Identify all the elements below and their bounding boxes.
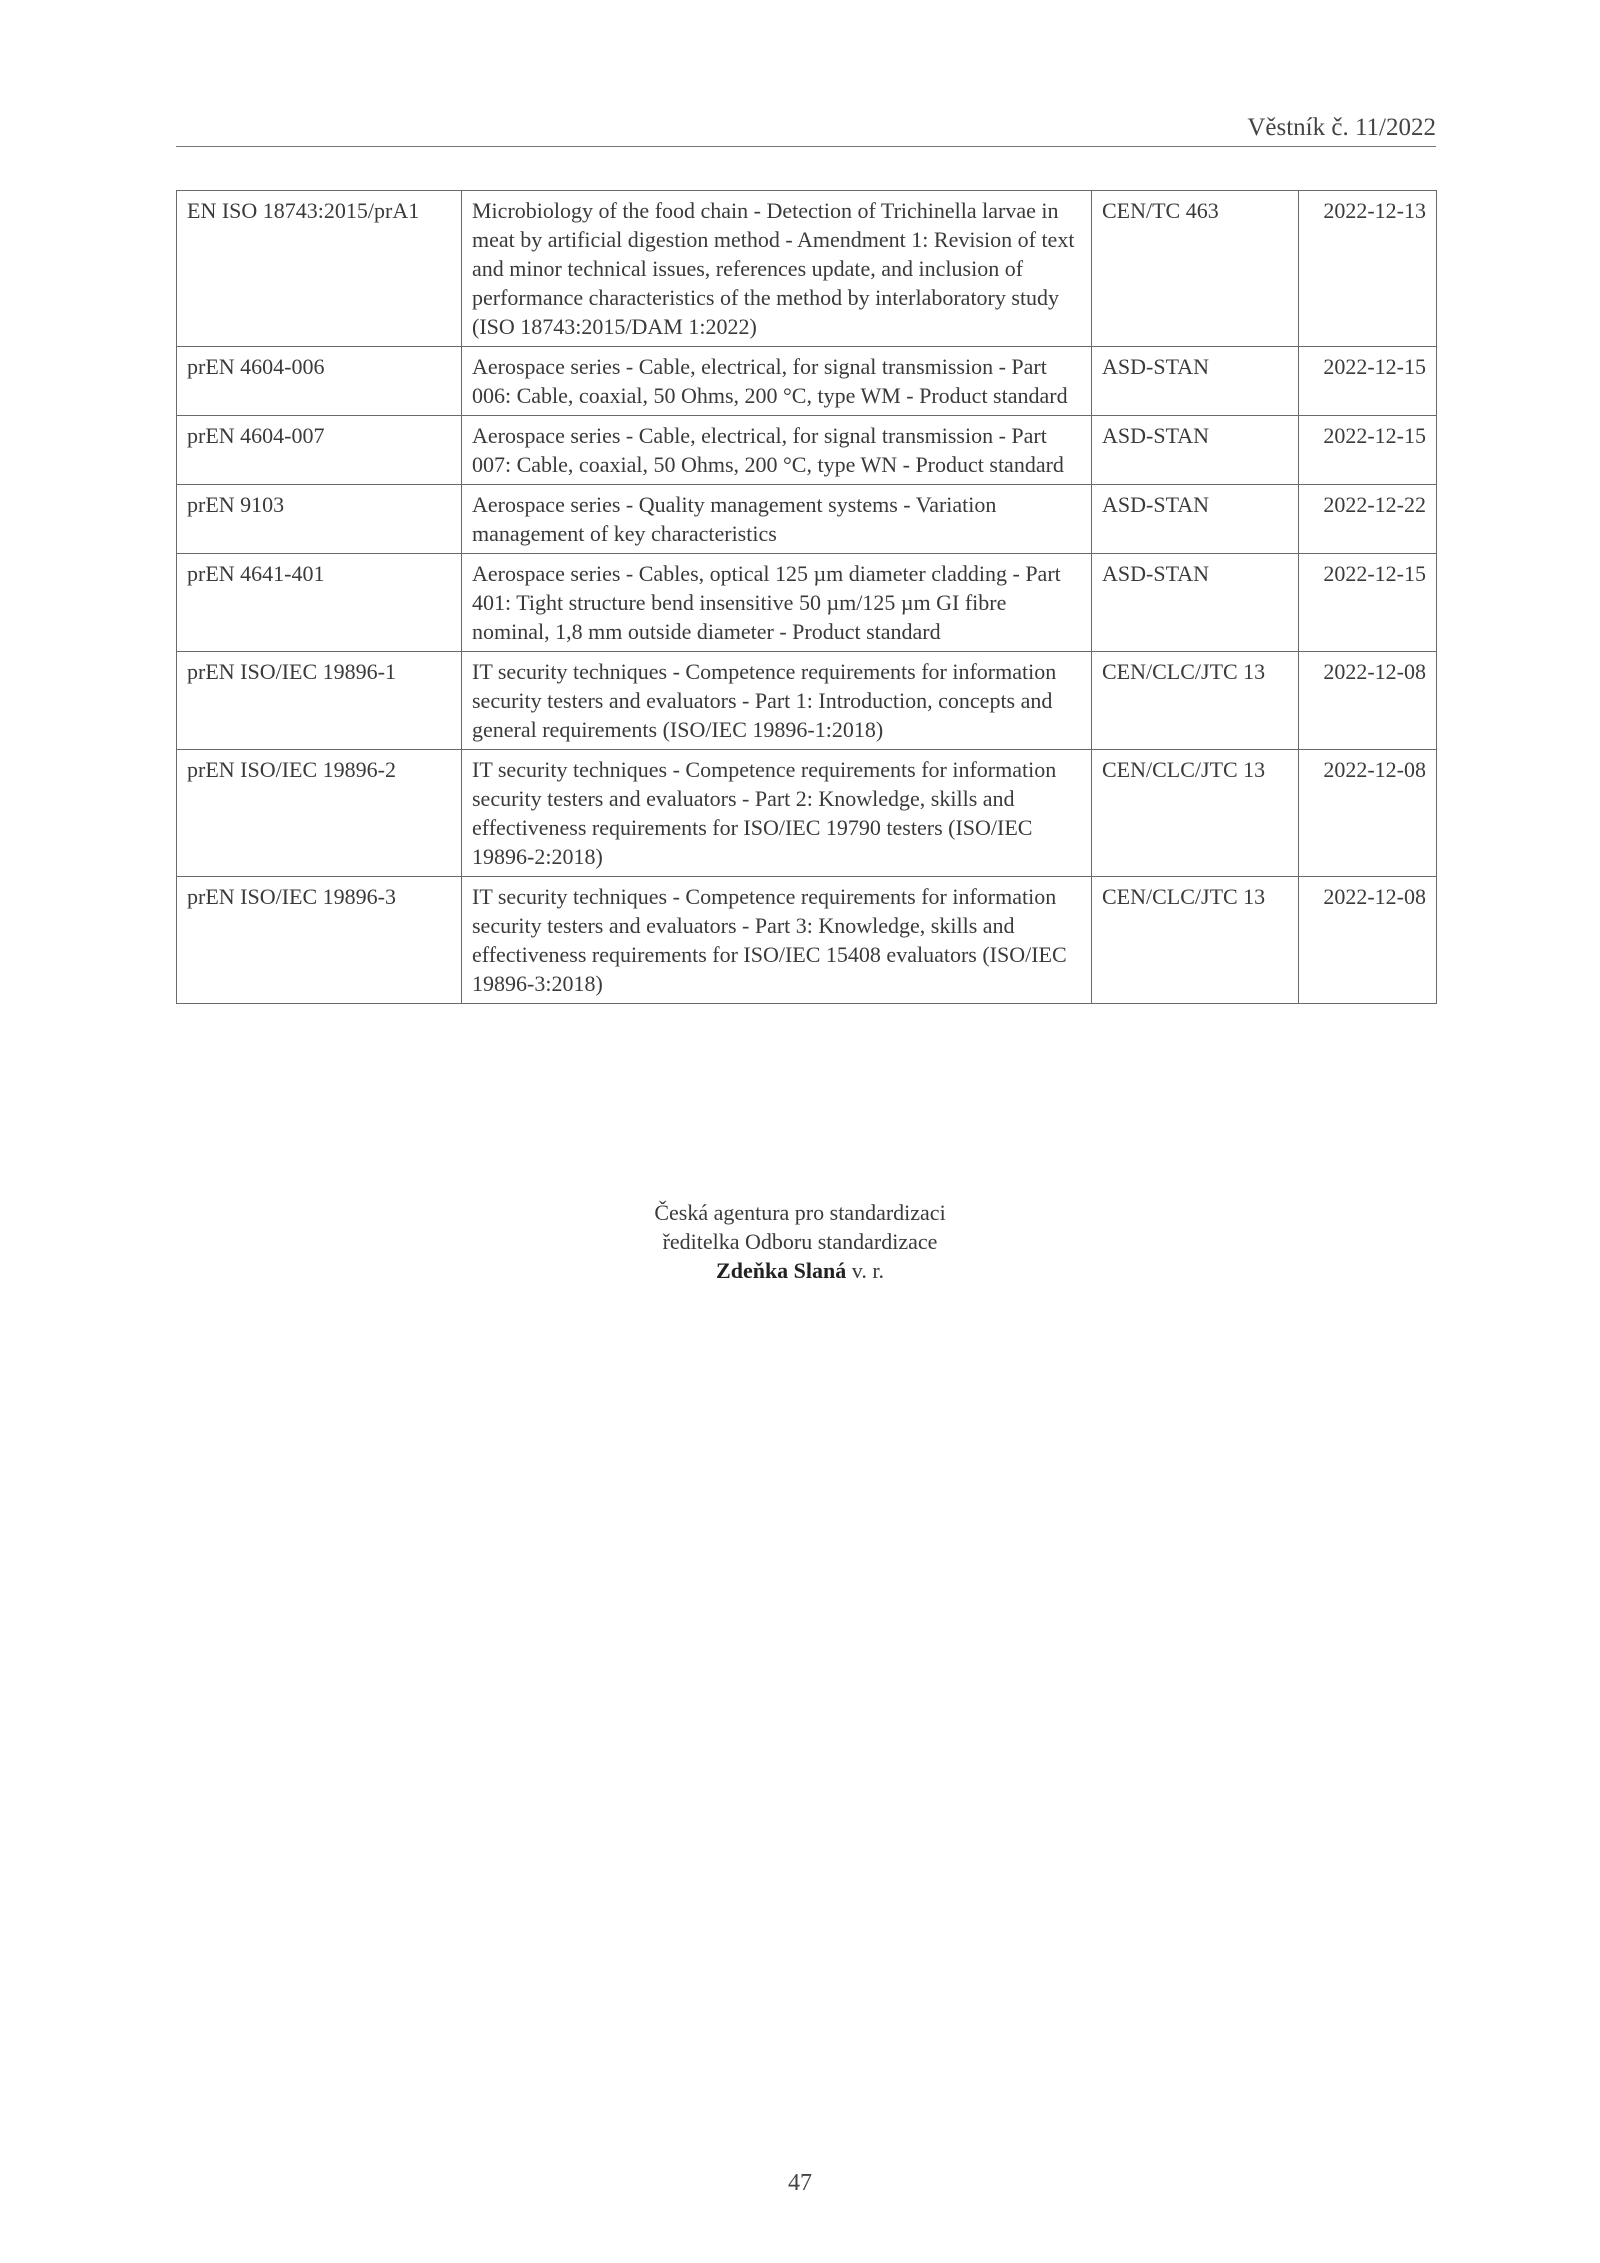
standard-code: prEN ISO/IEC 19896-1: [177, 652, 462, 750]
table-row: [177, 750, 1437, 877]
standard-title: Aerospace series - Quality management systems - Variation management of key characteristics: [462, 485, 1092, 554]
table-row: [177, 652, 1437, 750]
standard-title: IT security techniques - Competence requirements for information security testers and evaluators - Part 2: Knowledge, skills and effectiveness requirements for ISO/IEC 19790 testers (ISO/IEC 19896-2:2018): [462, 750, 1092, 877]
signatory-name: Zdeňka Slaná: [716, 1258, 847, 1283]
standard-code: prEN ISO/IEC 19896-3: [177, 877, 462, 1004]
standard-code: prEN 4641-401: [177, 554, 462, 652]
deadline-date: 2022-12-08: [1299, 750, 1437, 877]
standard-title: Microbiology of the food chain - Detection of Trichinella larvae in meat by artificial digestion method - Amendment 1: Revision of text and minor technical issues, references update, and inclusion of performance characteristics of the method by interlaboratory study (ISO 18743:2015/DAM 1:2022): [462, 191, 1092, 347]
standard-code: prEN 4604-007: [177, 416, 462, 485]
committee: ASD-STAN: [1092, 416, 1299, 485]
standard-title: IT security techniques - Competence requirements for information security testers and evaluators - Part 3: Knowledge, skills and effectiveness requirements for ISO/IEC 15408 evaluators (ISO/IEC 19896-3:2018): [462, 877, 1092, 1004]
committee: ASD-STAN: [1092, 554, 1299, 652]
committee: CEN/TC 463: [1092, 191, 1299, 347]
table-row: [177, 554, 1437, 652]
standard-title: Aerospace series - Cables, optical 125 µm diameter cladding - Part 401: Tight structure bend insensitive 50 µm/125 µm GI fibre nominal, 1,8 mm outside diameter - Product standard: [462, 554, 1092, 652]
deadline-date: 2022-12-22: [1299, 485, 1437, 554]
table-row: [177, 485, 1437, 554]
committee: ASD-STAN: [1092, 485, 1299, 554]
signature-role: ředitelka Odboru standardizace: [662, 1229, 938, 1254]
signature-block: [0, 1198, 1600, 1285]
committee: CEN/CLC/JTC 13: [1092, 877, 1299, 1004]
standard-title: IT security techniques - Competence requirements for information security testers and evaluators - Part 1: Introduction, concepts and general requirements (ISO/IEC 19896-1:2018): [462, 652, 1092, 750]
committee: CEN/CLC/JTC 13: [1092, 750, 1299, 877]
table-row: [177, 191, 1437, 347]
standard-title: Aerospace series - Cable, electrical, for signal transmission - Part 006: Cable, coaxial, 50 Ohms, 200 °C, type WM - Product standard: [462, 347, 1092, 416]
table-row: [177, 347, 1437, 416]
signature-suffix: v. r.: [846, 1258, 884, 1283]
committee: CEN/CLC/JTC 13: [1092, 652, 1299, 750]
page-header: Věstník č. 11/2022: [1247, 114, 1436, 141]
standard-code: prEN 9103: [177, 485, 462, 554]
page-number: 47: [788, 2170, 812, 2196]
deadline-date: 2022-12-15: [1299, 416, 1437, 485]
signature-line: [0, 1256, 1600, 1285]
committee: ASD-STAN: [1092, 347, 1299, 416]
deadline-date: 2022-12-13: [1299, 191, 1437, 347]
table-row: [177, 416, 1437, 485]
header-divider: [176, 146, 1436, 147]
deadline-date: 2022-12-08: [1299, 652, 1437, 750]
standard-code: prEN ISO/IEC 19896-2: [177, 750, 462, 877]
table-row: [177, 877, 1437, 1004]
standards-table: [176, 190, 1437, 1004]
deadline-date: 2022-12-15: [1299, 554, 1437, 652]
signature-organization: Česká agentura pro standardizaci: [654, 1200, 946, 1225]
deadline-date: 2022-12-08: [1299, 877, 1437, 1004]
standard-code: EN ISO 18743:2015/prA1: [177, 191, 462, 347]
deadline-date: 2022-12-15: [1299, 347, 1437, 416]
standard-title: Aerospace series - Cable, electrical, for signal transmission - Part 007: Cable, coaxial, 50 Ohms, 200 °C, type WN - Product standard: [462, 416, 1092, 485]
standard-code: prEN 4604-006: [177, 347, 462, 416]
